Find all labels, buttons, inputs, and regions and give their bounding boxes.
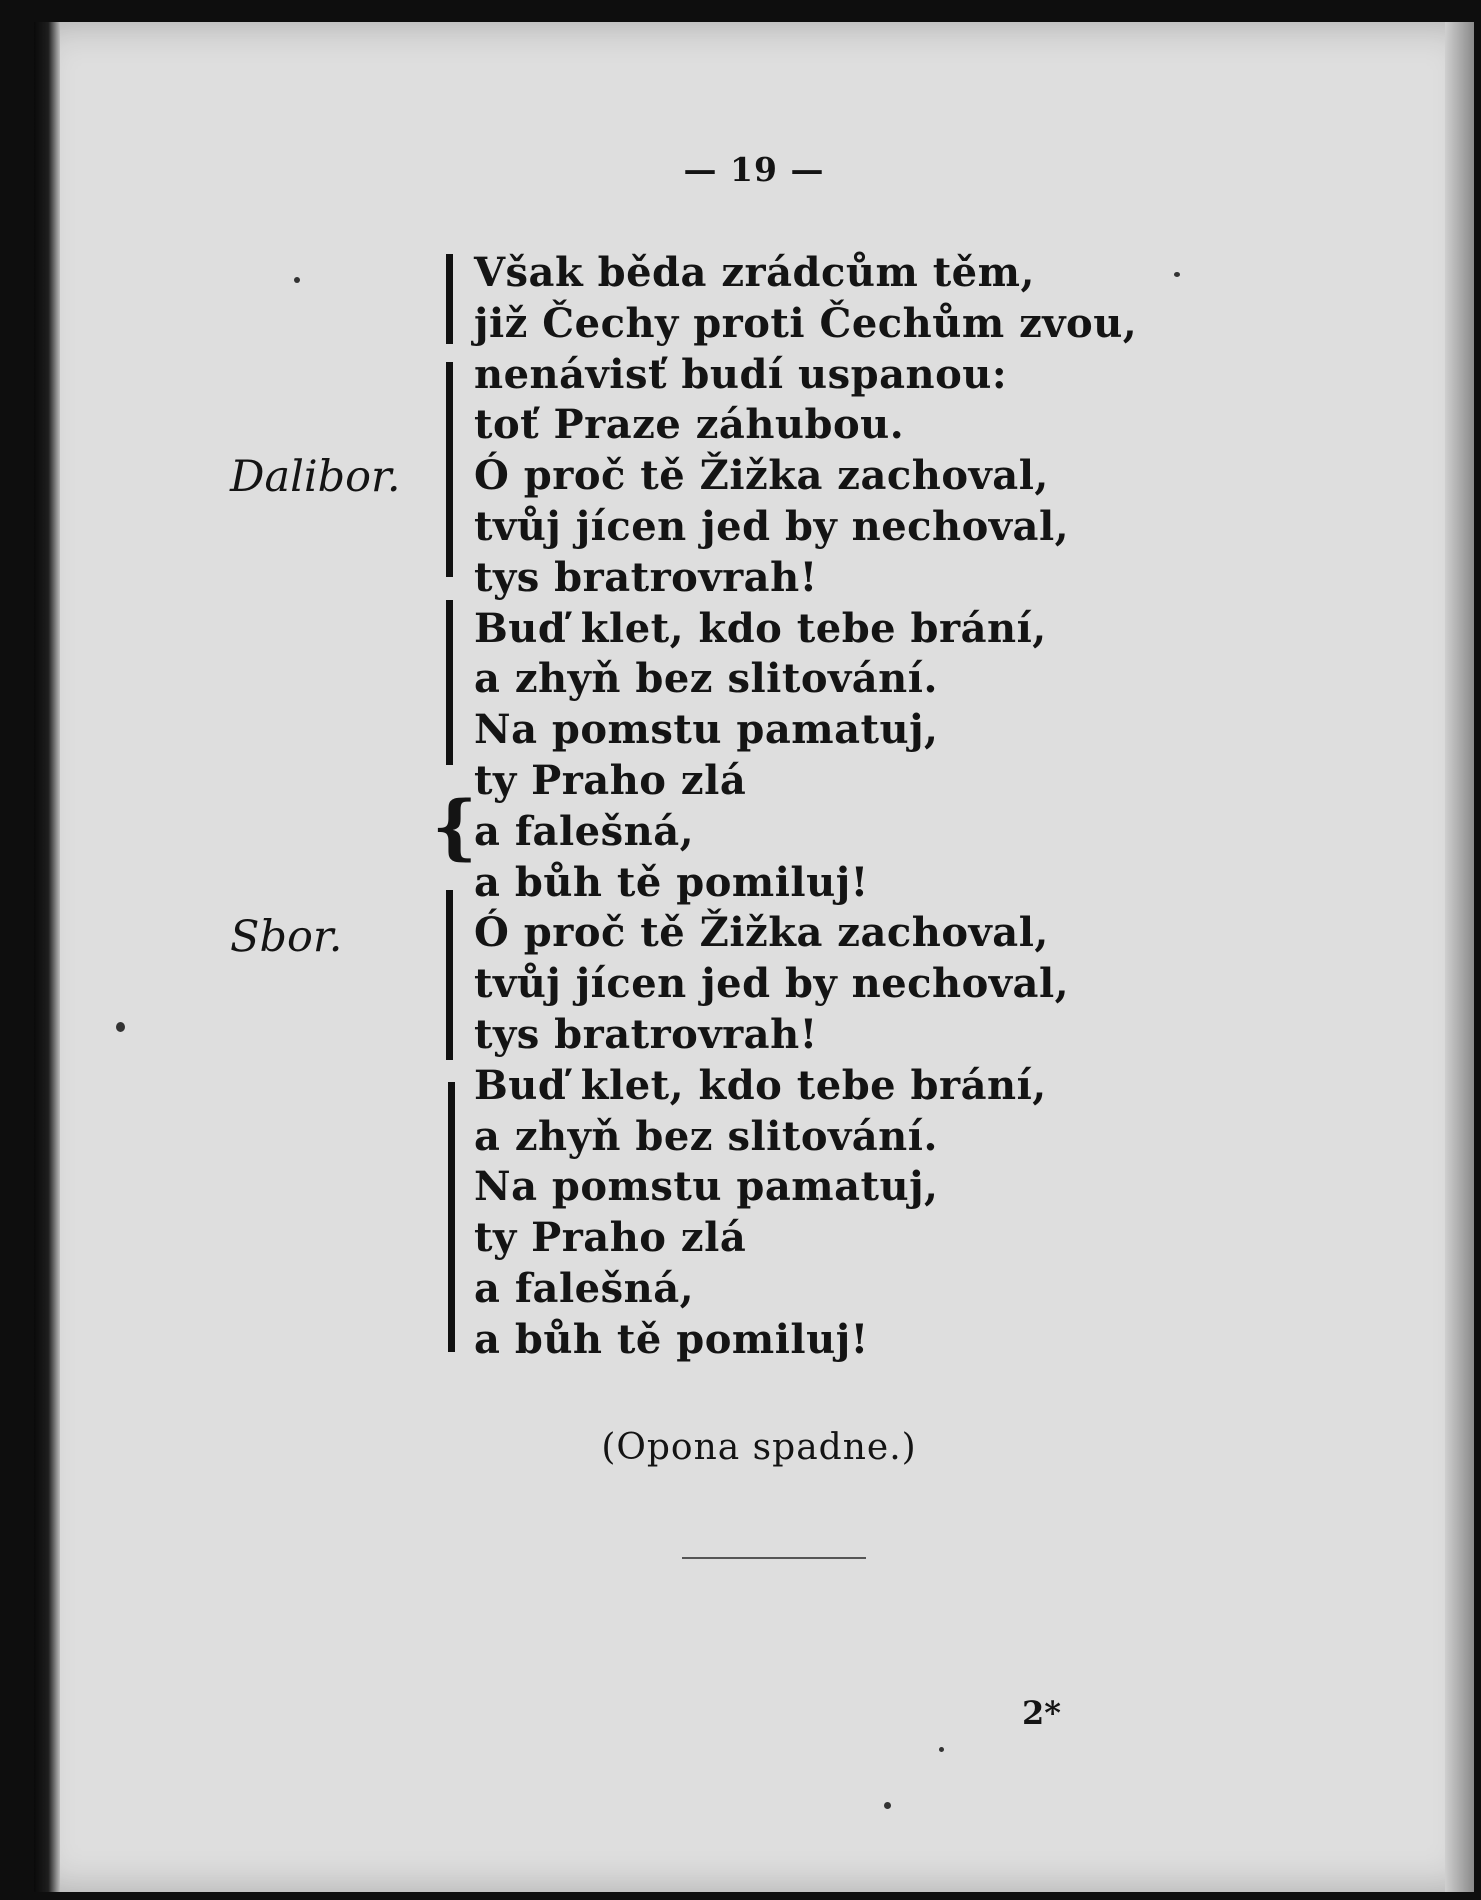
verse-line: Na pomstu pamatuj, [474,706,939,754]
verse-line: Buď klet, kdo tebe brání, [474,1061,1047,1109]
brace-tip: { [432,785,478,868]
verse-line: ty Praho zlá [474,1214,747,1262]
verse-line: již Čechy proti Čechům zvou, [474,299,1138,347]
paper-speck [116,1022,125,1032]
book-page [34,22,1474,1892]
verse-line: Na pomstu pamatuj, [474,1163,939,1211]
speaker-sbor: Sbor. [230,912,343,962]
verse-line: toť Praze záhubou. [474,401,905,449]
bracket-segment [446,600,453,765]
bracket-segment [446,254,453,344]
verse-line: a bůh tě pomiluj! [474,858,869,906]
verse-line: tys bratrovrah! [474,1010,818,1058]
verse-line: a bůh tě pomiluj! [474,1315,869,1363]
stage-direction: (Opona spadne.) [601,1427,917,1468]
signature-mark: 2* [1022,1694,1061,1732]
bracket-segment [446,362,453,577]
page-number: — 19 — [683,150,825,189]
verse-line: Ó proč tě Žižka zachoval, [474,452,1049,500]
verse-line: ty Praho zlá [474,756,747,804]
verse-line: tys bratrovrah! [474,553,818,601]
verse-line: a falešná, [474,1264,695,1312]
end-rule [682,1557,866,1559]
bracket-segment [448,1082,455,1352]
page-edge-shadow [1445,22,1474,1892]
paper-speck [294,277,300,283]
verse-line: Však běda zrádcům těm, [474,249,1035,296]
bracket-segment [446,890,453,1060]
paper-speck [1174,272,1180,277]
verse-line: Ó proč tě Žižka zachoval, [474,909,1049,957]
verse-line: a falešná, [474,807,695,855]
book-spine-shadow [34,22,60,1892]
paper-speck [939,1747,944,1752]
paper-speck [884,1802,891,1809]
verse-line: tvůj jícen jed by nechoval, [474,960,1070,1008]
verse-line: a zhyň bez slitování. [474,655,938,703]
verse-line: tvůj jícen jed by nechoval, [474,502,1070,550]
verse-line: nenávisť budí uspanou: [474,350,1008,398]
speaker-dalibor: Dalibor. [230,452,401,502]
verse-line: Buď klet, kdo tebe brání, [474,604,1047,652]
verse-text [474,248,1137,1366]
verse-line: a zhyň bez slitování. [474,1112,938,1160]
